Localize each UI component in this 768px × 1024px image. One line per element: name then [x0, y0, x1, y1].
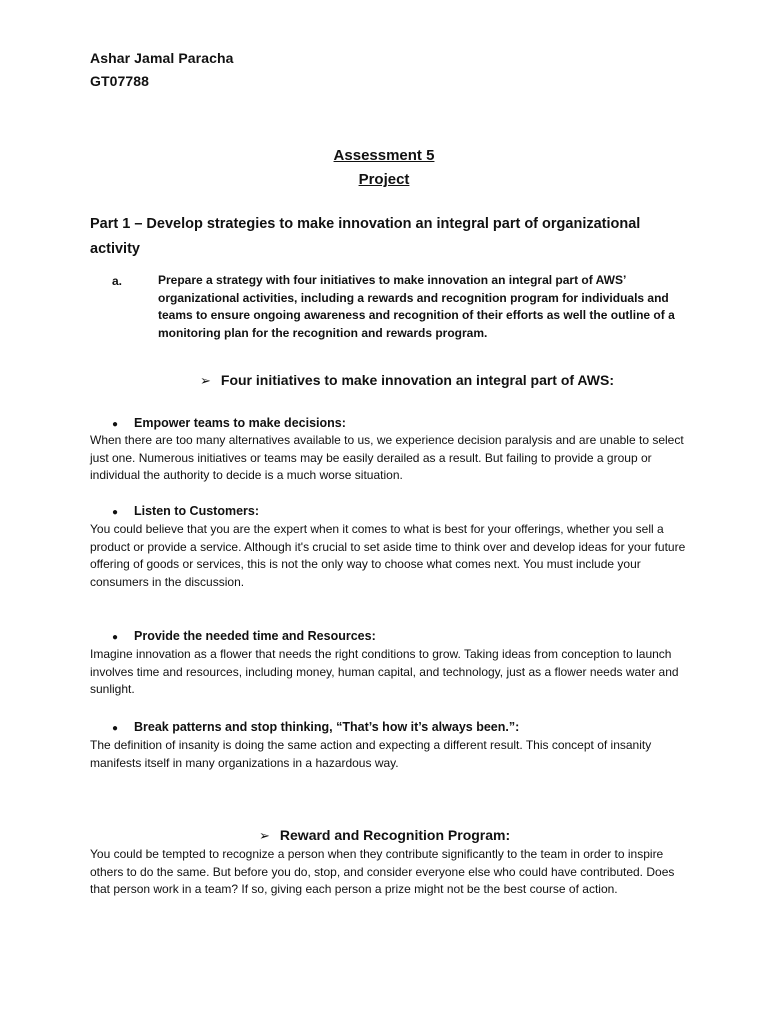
initiative-title: Listen to Customers:	[134, 504, 260, 518]
arrow-bullet-icon: ➢	[200, 373, 211, 388]
question-label: a.	[112, 274, 123, 288]
title-project: Project	[358, 171, 410, 188]
section-initiatives-heading	[200, 372, 614, 389]
initiative-heading	[112, 720, 519, 734]
bullet-icon: ●	[112, 632, 119, 643]
author-id: GT07788	[90, 73, 150, 89]
bullet-icon: ●	[112, 507, 119, 518]
initiative-title: Break patterns and stop thinking, “That’s how it’s always been.”:	[134, 720, 520, 734]
initiative-heading	[112, 504, 259, 518]
arrow-bullet-icon: ➢	[259, 828, 270, 843]
part1-heading: Part 1 – Develop strategies to make innovation an integral part of organizational activity	[90, 216, 641, 257]
initiative-heading	[112, 416, 346, 430]
initiative-text: Imagine innovation as a flower that needs the right conditions to grow. Taking ideas from conception to launch involves time and resources, including money, human capital, and technology, just as a flower needs water and sunlight.	[90, 647, 679, 697]
bullet-icon: ●	[112, 419, 119, 430]
initiative-text: When there are too many alternatives available to us, we experience decision paralysis and are unable to select just one. Numerous initiatives or teams may be easily derailed as a result. But failing to provide a group or individual the authority to decide is a much worse situation.	[90, 433, 684, 483]
section-initiatives-title: Four initiatives to make innovation an integral part of AWS:	[220, 372, 614, 388]
section-reward-heading	[259, 827, 510, 844]
question-text: Prepare a strategy with four initiatives to make innovation an integral part of AWS’ organizational activities, including a rewards and recognition program for individuals and teams to ensure ongoing awareness and recognition of their efforts as well the outline of a monitoring plan for the recognition and rewards program.	[158, 273, 675, 340]
initiative-text: You could believe that you are the expert when it comes to what is best for your offerings, whether you sell a product or provide a service. Although it's crucial to set aside time to think over and develop ideas for your future offering of goods or services, this is not the only way to choose what comes next. You must include your consumers in the discussion.	[90, 522, 686, 590]
initiative-text: The definition of insanity is doing the same action and expecting a different result. This concept of insanity manifests itself in many organizations in a hazardous way.	[90, 738, 652, 770]
reward-text: You could be tempted to recognize a person when they contribute significantly to the team in order to inspire others to do the same. But before you do, stop, and consider everyone else who could have contributed. Does that person work in a team? If so, giving each person a prize might not be the best course of action.	[90, 847, 675, 897]
initiative-heading	[112, 629, 376, 643]
author-name: Ashar Jamal Paracha	[90, 50, 234, 66]
bullet-icon: ●	[112, 723, 119, 734]
initiative-title: Provide the needed time and Resources:	[134, 629, 376, 643]
section-reward-title: Reward and Recognition Program:	[279, 827, 511, 843]
title-assessment: Assessment 5	[333, 147, 435, 164]
initiative-title: Empower teams to make decisions:	[134, 416, 346, 430]
